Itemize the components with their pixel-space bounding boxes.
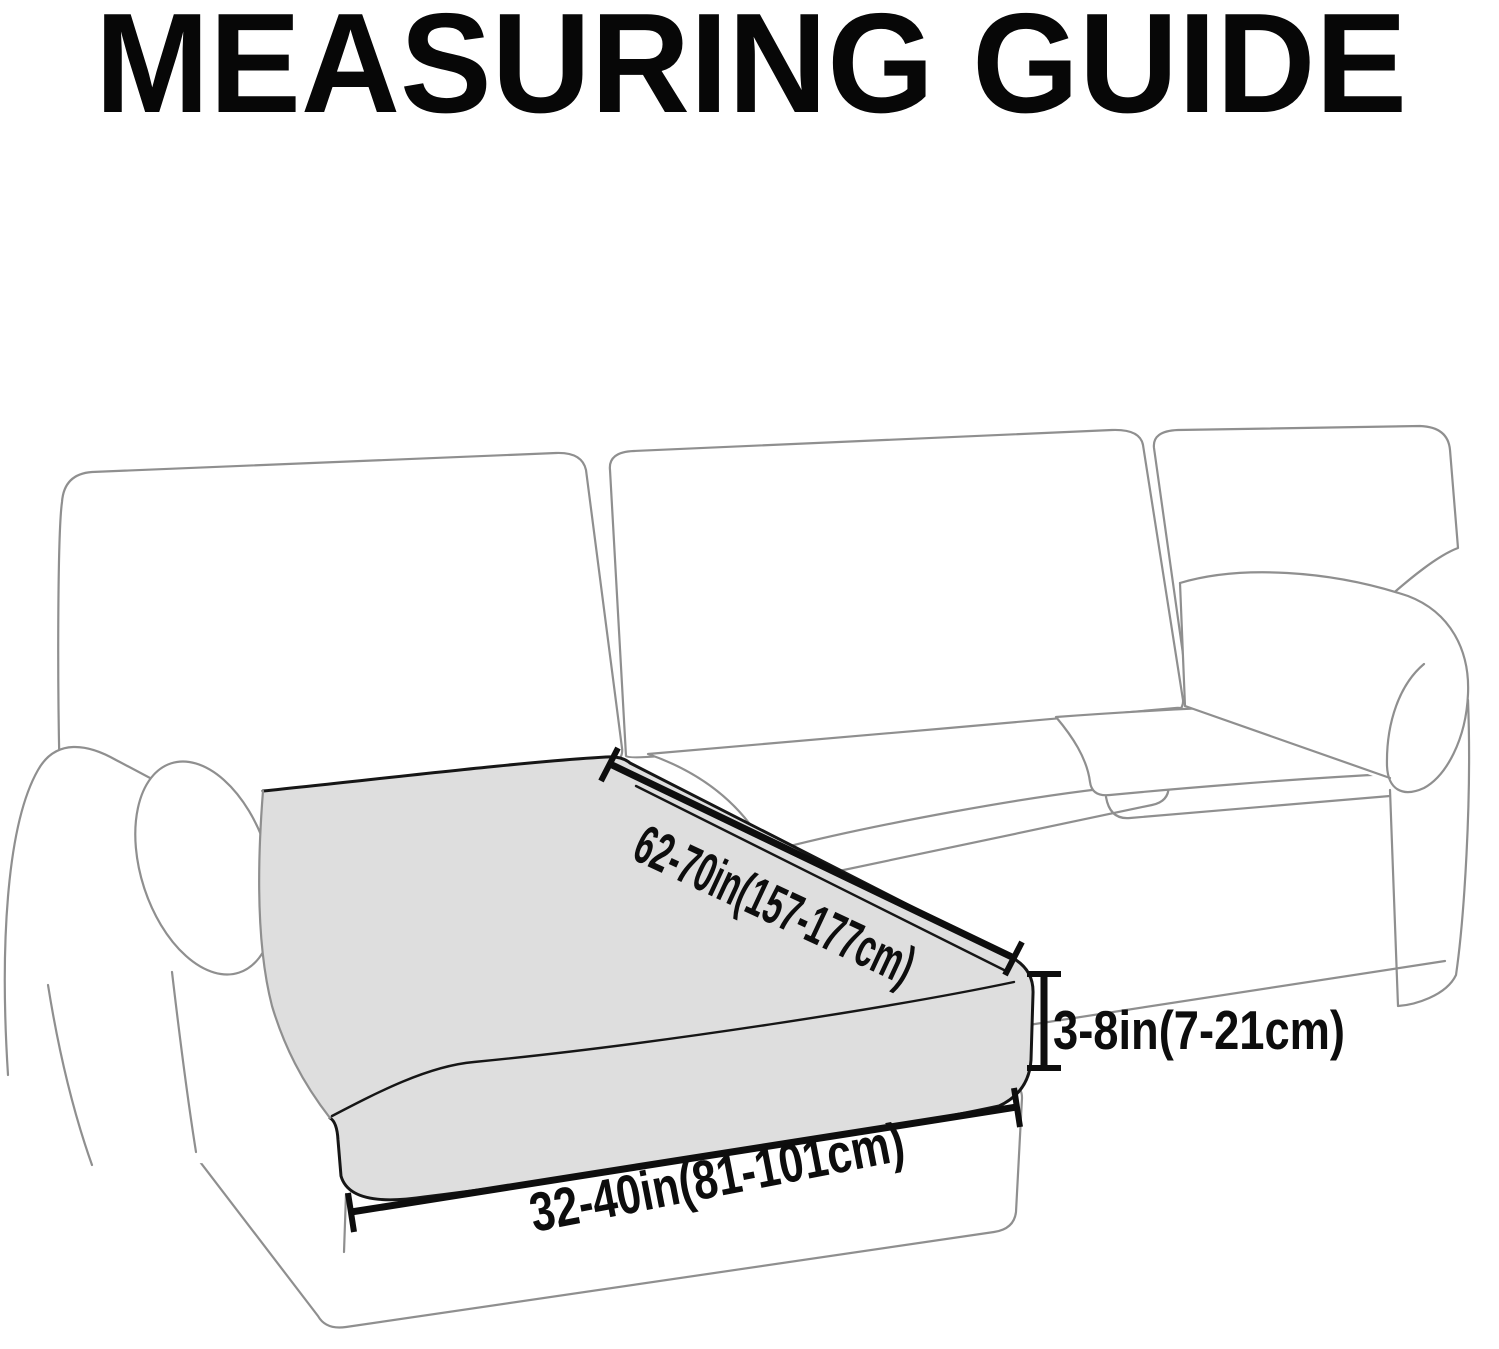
- cushion-length-label: 62-70in(157-177cm): [624, 812, 1112, 1084]
- cushion-thickness-label: 3-8in(7-21cm): [1053, 999, 1345, 1061]
- backrest-cushion-middle: [610, 430, 1183, 757]
- right-arm: [1180, 572, 1469, 1006]
- page-title: MEASURING GUIDE: [95, 0, 1407, 143]
- cushion-width-label: 32-40in(81-101cm): [524, 1091, 1005, 1244]
